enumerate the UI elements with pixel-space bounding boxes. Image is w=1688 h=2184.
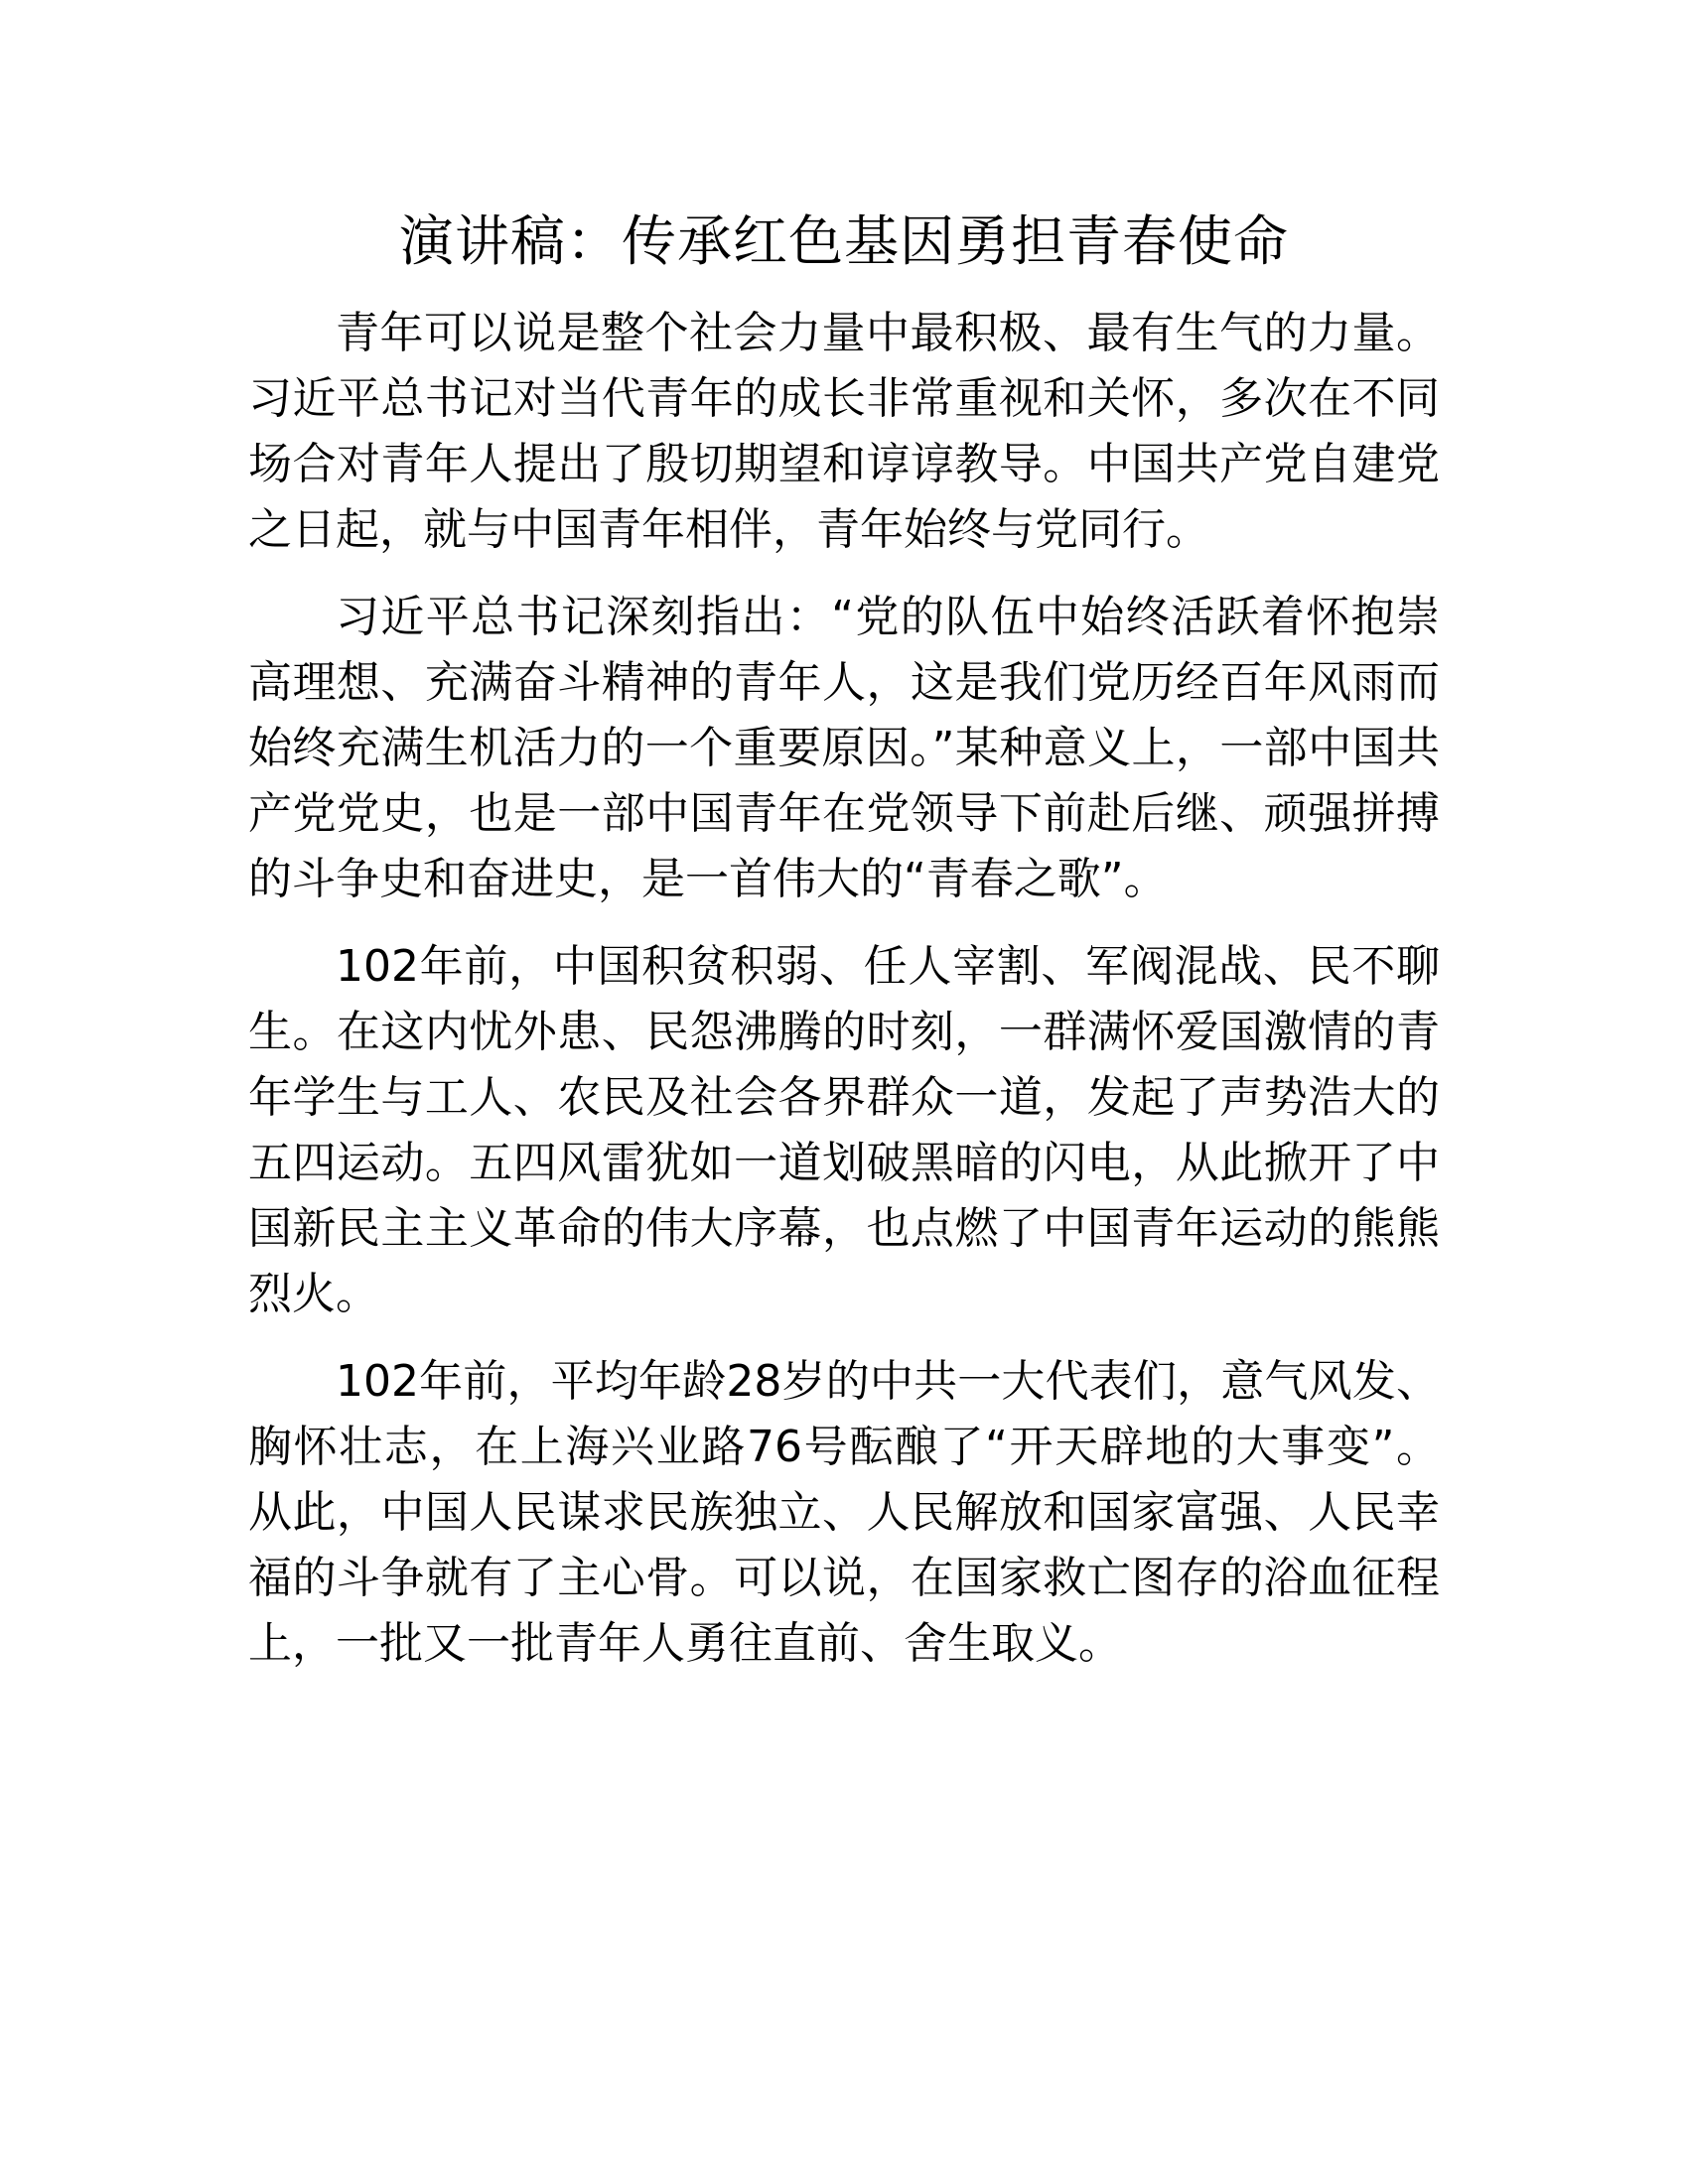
paragraph-3: 102年前，中国积贫积弱、任人宰割、军阀混战、民不聊生。在这内忧外患、民怨沸腾的时刻，一群满怀爱国激情的青年学生与工人、农民及社会各界群众一道，发起了声势浩大的五四运动。五四风雷犹如一道划破黑暗的闪电，从此掀开了中国新民主主义革命的伟大序幕，也点燃了中国青年运动的熊熊烈火。: [248, 941, 1440, 1319]
paragraph-4: 102年前，平均年龄28岁的中共一大代表们，意气风发、胸怀壮志，在上海兴业路76号酝酿了“开天辟地的大事变”。从此，中国人民谋求民族独立、人民解放和国家富强、人民幸福的斗争就有了主心骨。可以说，在国家救亡图存的浴血征程上，一批又一批青年人勇往直前、舍生取义。: [248, 1356, 1440, 1669]
document-body: [248, 204, 1440, 1699]
document-title: 演讲稿：传承红色基因勇担青春使命: [398, 209, 1289, 273]
paragraph-1: 青年可以说是整个社会力量中最积极、最有生气的力量。习近平总书记对当代青年的成长非常重视和关怀，多次在不同场合对青年人提出了殷切期望和谆谆教导。中国共产党自建党之日起，就与中国青年相伴，青年始终与党同行。: [248, 308, 1440, 555]
paragraph-2: 习近平总书记深刻指出：“党的队伍中始终活跃着怀抱崇高理想、充满奋斗精神的青年人，这是我们党历经百年风雨而始终充满生机活力的一个重要原因。”某种意义上，一部中国共产党党史，也是一部中国青年在党领导下前赴后继、顽强拼搏的斗争史和奋进史，是一首伟大的“青春之歌”。: [248, 592, 1440, 904]
